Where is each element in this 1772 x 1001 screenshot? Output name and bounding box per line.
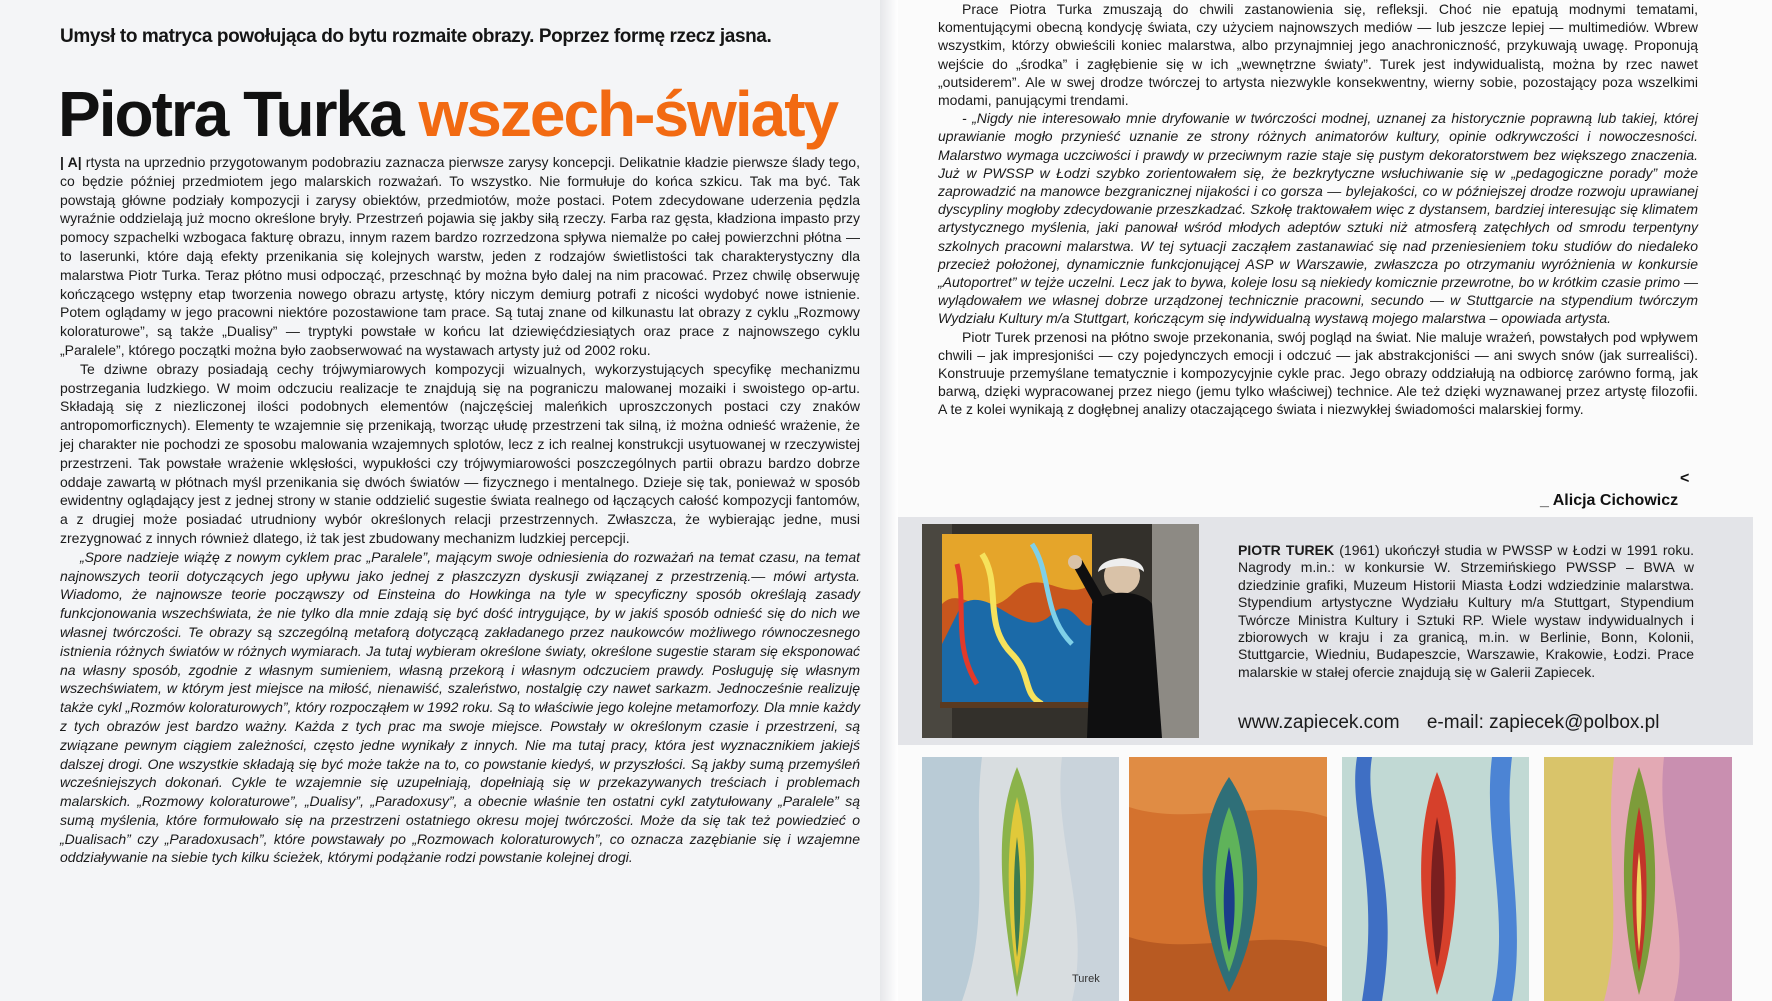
bio-description: (1961) ukończył studia w PWSSP w Łodzi w 1991 roku. Nagrody m.in.: w konkursie W. Strzemińskiego PWSSP – BWA w dziedzinie grafiki, Muzeum Historii Miasta Łodzi wdziedzinie malarstwa. Stypendium artystyczne Wydziału Kultury m/a Stuttgart, Stypendium Twórcze Ministra Kultury i Sztuki RP. Wiele wystaw indywidualnych i zbiorowych w kraju i za granicą, m.in. w Berlinie, Bonn, Kolonii, Stuttgarcie, Wiedniu, Budapeszcie, Warszawie, Krakowie, Łodzi. Prace malarskie w stałej ofercie znajdują się w Galerii Zapiecek.: [1238, 542, 1694, 680]
painting-pink-yellow: [1544, 757, 1732, 1001]
painting-white-green: [922, 757, 1119, 1001]
painting-thumbnail: [922, 757, 1119, 1001]
article-column-left: [60, 153, 860, 867]
bio-contact: [1238, 712, 1728, 734]
paragraph-intro-text: rtysta na uprzednio przygotowanym podobraziu zaznacza pierwsze zarysy koncepcji. Delikatnie kładzie pierwsze ślady tego, co będzie później przedmiotem jego malarskich rozważań. To wszystko. Nie formułuje do końca szkicu. Tak ma być. Tak powstają główne podziały kompozycji i zarysy obiektów, przedmiotów, może postaci. Potem zdecydowane uderzenia pędzla wyraźnie oddzielają już mocno określone bryły. Przestrzeń pojawia się jakby siłą rzeczy. Farba raz gęsta, kładziona impasto przy pomocy szpachelki wzbogaca fakturę obrazu, innym razem bardzo rozrzedzona spływa niemalże po całej powierzchni płótna — to laserunki, które dają efekty przenikania się kolejnych warstw, jeden z rodzajów świetlistości tak charakterystyczny dla malarstwa Piotr Turka. Teraz płótno musi odpocząć, przeschnąć by można było dalej na nim pracować. Przez chwilę obserwuję kończącego wstępny etap tworzenia nowego obrazu artystę, który niczym demiurg potrafi z nicości wydobyć nowe istnienie. Potem oglądamy w jego pracowni niektóre pozostawione tam prace. Są tutaj znane od kilkunastu lat obrazy z cyklu „Rozmowy koloraturowe”, są także „Dualisy” — tryptyki powstałe w końcu lat dziewięćdziesiątych oraz prace z najnowszego cyklu „Paralele”, którego początki można było zaobserwować na wystawach artysty już od 2002 roku.: [60, 154, 860, 358]
artist-photo: [922, 524, 1199, 738]
article-column-right: [938, 0, 1698, 419]
website-link[interactable]: www.zapiecek.com: [1238, 712, 1400, 733]
painting-thumbnail: [1544, 757, 1732, 1001]
paragraph-body: Te dziwne obrazy posiadają cechy trójwymiarowych kompozycji wizualnych, wykorzystujących specyfikę mechanizmu postrzegania ludzkiego. W moim odczuciu realizacje te znajdują się na pograniczu malowanej mozaiki i swoistego op-artu. Składają się z niezliczonej ilości podobnych elementów (najczęściej maleńkich uproszczonych postaci czy znaków antropomorficznych). Elementy te wzajemnie się przenikają, tworząc ułudę przestrzeni tak silną, iż można odnieść wrażenie, że jej charakter nie pochodzi ze sposobu malowania wzajemnych splotów, lecz z ich realnej konstrukcji usytuowanej w rzeczywistej przestrzeni. Tak powstałe wrażenie wklęsłości, wypukłości czy trójwymiarowości poszczególnych partii obrazu bardzo dobrze oddaje zawartą w płótnach myśl przenikania się dwóch światów — fizycznego i mentalnego. Dzieje się tak, ponieważ w sposób ewidentny oglądający jest z jednej strony w stanie oddzielić sugestie świata realnego od łączących całość kompozycji fantomów, a z drugiej może posiadać utrudniony wybór określonych relacji przestrzennych. Zwłaszcza, że wybierając jedne, musi zrezygnować z innych również dlatego, iż tak jest zbudowany mechanizm ludzkiej percepcji.: [60, 360, 860, 546]
paragraph-intro: [60, 153, 860, 360]
bio-name: PIOTR TUREK: [1238, 542, 1335, 558]
paragraph-body: Piotr Turek przenosi na płótno swoje przekonania, swój pogląd na świat. Nie maluje wrażeń, powstałych pod wpływem chwili – jak impresjoniści — czy pojedynczych emocji i odczuć — jak abstrakcjoniści — ani swych snów (jak surrealiści). Konstruuje przemyślane tematycznie i kompozycyjnie cykle prac. Jego obrazy oddziałują na odbiorcę zarówno formą, jak barwą, dzięki wypracowanej przez niego (jemu tylko właściwej) technice. Ale też dzięki wyznawanej przez artystę filozofii. A te z kolei wynikają z dogłębnej analizy otaczającego świata i niezwykłej świadomości malarskiej formy.: [938, 328, 1698, 418]
article-kicker: Umysł to matryca powołująca do bytu rozmaite obrazy. Poprzez formę rzecz jasna.: [60, 26, 772, 47]
title-name: Piotra Turka: [58, 78, 403, 150]
paragraph-body: Prace Piotra Turka zmuszają do chwili zastanowienia się, refleksji. Choć nie epatują modnymi tematami, komentującymi obecną kondycję świata, czy użyciem najnowszych mediów — lub jeszcze lepiej — multimediów. Wbrew wszystkim, którzy obwieścili koniec malarstwa, albo przynajmniej jego anachroniczność, przykuwają uwagę. Proponują wejście do „środka” i zagłębienie się w ich „wewnętrzne światy”. Turek jest indywidualistą, można by rzec nawet „outsiderem”. Ale w swej drodze twórczej to artysta niezwykle konsekwentny, wierny sobie, pozostający poza wszelkimi modami, panującymi trendami.: [938, 1, 1698, 109]
email-link[interactable]: e-mail: zapiecek@polbox.pl: [1426, 712, 1660, 733]
painting-orange-blue: [1129, 757, 1327, 1001]
painting-thumbnail: [1129, 757, 1327, 1001]
author-signature: _ Alicja Cichowicz: [1540, 492, 1679, 509]
drop-cap: | A|: [60, 154, 82, 170]
title-highlight: wszech-światy: [418, 78, 838, 150]
painting-thumbnail: [1342, 757, 1529, 1001]
painting-blue-red: [1342, 757, 1529, 1001]
end-mark: <: [1680, 470, 1690, 487]
article-title: [58, 74, 888, 154]
svg-text:Turek: Turek: [1072, 973, 1100, 985]
paragraph-quote: - „Nigdy nie interesowało mnie dryfowanie w twórczości modnej, uznanej za historycznie poprawną lub takiej, której uprawianie mogło przynieść uznanie ze strony różnych animatorów kultury, opinie odkrywczości i nowoczesności. Malarstwo wymaga uczciwości i prawdy w przeciwnym razie staje się pustym dekoratorstwem bez większego znaczenia. Już w PWSSP w Łodzi szybko zorientowałem się, że bezkrytyczne wsłuchiwanie się w „pedagogiczne porady” może zaprowadzić na manowce bezgranicznej nijakości i co gorsza — bylejakości, co w późniejszej drodze rozwoju uprawianej dyscypliny mogłoby zdecydowanie przeszkadzać. Szkołę traktowałem więc z dystansem, bardziej interesując się klimatem artystycznego myślenia, jaki panował wśród młodych adeptów sztuki niż atmosferą zatęchłych od smrodu terpentyny szkolnych pracowni malarstwa. W tej sytuacji zacząłem zastanawiać się nad przeniesieniem toku studiów do niedaleko przecież położonej, dynamicznie funkcjonującej ASP w Warszawie, zwłaszcza po otrzymaniu wyróżnienia w konkursie „Autoportret” w tejże uczelni. Lecz jak to bywa, koleje losu są niekiedy komicznie przewrotne, bo w krótkim czasie primo — wylądowałem we własnej dobrze urządzonej technicznie pracowni, secundo — w Stuttgarcie na stypendium twórczym Wydziału Kultury m/a Stuttgart, kończącym się indywidualną wystawą mojego malarstwa – opowiada artysta.: [938, 110, 1698, 327]
paragraph-quote: „Spore nadzieje wiążę z nowym cyklem prac „Paralele”, mającym swoje odniesienia do rozważań na temat czasu, na temat najnowszych teorii dotyczących jego upływu jako jednej z płaszczyzn dyskusji związanej z przestrzenią.— mówi artysta. Wiadomo, że najnowsze teorie począwszy od Einsteina do Howkinga na tyle w specyficzny sposób określają zasady funkcjonowania wszechświata, że nie tylko dla mnie zdają się być dość intrygujące, by w jakiś sposób odnieść się do nich we własnej twórczości. Te obrazy są szczególną metaforą dotyczącą zakładanego przez naukowców możliwego równoczesnego istnienia różnych światów w różnych wymiarach. Ja tutaj wybieram określone światy, określone sugestie staram się eksponować na własny sposób, zgodnie z własnym sumieniem, własną przekorą i własnym odczuciem prawdy. Posługuję się własnym wszechświatem, w którym jest miejsce na miłość, nienawiść, szaleństwo, nostalgię czy nawet sarkazm. Jednocześnie realizuję także cykl „Rozmów koloraturowych”, który rozpocząłem w 1992 roku. Są to właściwie jego kolejne metamorfozy. Dla mnie każdy z tych obrazów jest bardzo ważny. Każda z tych prac ma swoje miejsce. Powstały w określonym czasie i przestrzeni, są związane pewnym ciągiem zależności, często jedne wynikały z innych. Nie ma tutaj pracy, która jest wyznacznikiem jakiejś dalszej drogi. One wszystkie składają się być może także na to, co powstanie kiedyś, w przyszłości. Są jakby sumą przemyśleń wcześniejszych dokonań. Cykle te wzajemnie się uzupełniają, dopełniają się w przekazywanych treściach i problemach malarskich. „Rozmowy koloraturowe”, „Dualisy”, „Paradoxusy”, a obecnie właśnie ten ostatni cykl zatytułowany „Paralele” są sumą myślenia, które formułowało się na przestrzeni ostatniego okresu mojej twórczości. Może da się tak też powiedzieć o „Dualisach” czy „Paradoxusach”, które powstawały po „Rozmowach koloraturowych”, co oznacza zazębianie się i wzajemne oddziaływanie na siebie tych kilku ścieżek, którymi podążanie rodzi powstanie kolejnej drogi.: [60, 548, 860, 866]
artist-photo-image: [922, 524, 1199, 738]
bio-text: [1238, 542, 1694, 681]
